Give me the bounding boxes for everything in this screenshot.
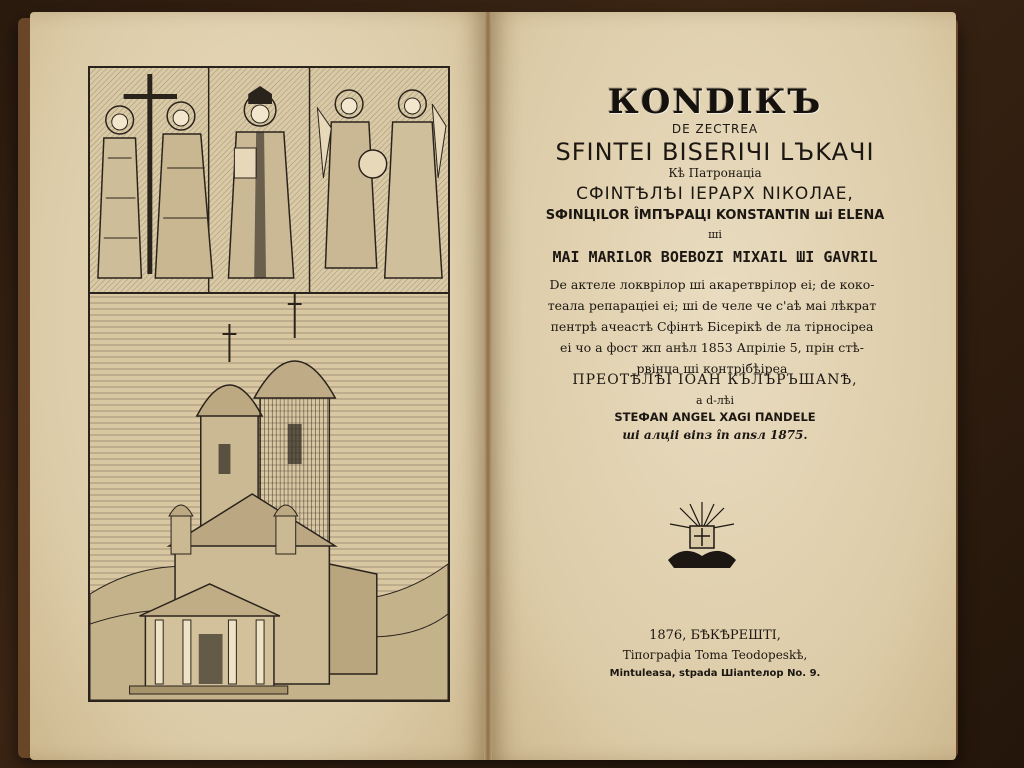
body-line: De актеле локврілор ші акаретврілор еі; de коко- xyxy=(549,277,875,292)
text-stefan-angel: STEФAN ANGEL XAGI ПANDELE xyxy=(614,410,816,424)
church-engraving-icon xyxy=(90,294,448,700)
text-a-dlui: а d-лѣі xyxy=(696,394,734,407)
body-line: пентрѣ ачеастѣ Сфінтѣ Бісерікѣ de ла тірносіреа xyxy=(550,319,874,334)
body-line: еі чо а фост жп анѣл 1853 Апріліе 5, прін стѣ- xyxy=(560,340,864,355)
saints-engraving-icon xyxy=(90,68,448,294)
title-church-name: SFINTEI BISERIЧI LЪKAЧI xyxy=(555,138,875,166)
engraving-frame xyxy=(88,66,450,702)
text-priest-name: ПРЕОТѢЛѢІ ІОАН КЪЛЪРЪШАNѢ, xyxy=(572,372,858,388)
text-mihail-gavril: MAI MARILOR BOEBOZI MIXAIL ШI GAVRIL xyxy=(552,248,878,266)
text-konstantin-elena: SФINЦILOR ÎMПЪРАЦІ KONSTANTIN ші ELENA xyxy=(545,208,885,223)
text-alcii-1875: ші алціі віnз în anѕл 1875. xyxy=(622,428,808,442)
text-saint-nikolae: СФІNТѢЛѢІ ІЕРАРХ NIКОЛАЕ, xyxy=(576,184,854,204)
text-patronacia: Кѣ Патронаціа xyxy=(668,166,762,180)
book-gutter xyxy=(484,12,492,760)
title-kondik: КОNDIКЪ xyxy=(607,82,823,122)
text-printer: Тіпографіа Toma Teodopeskѣ, xyxy=(622,648,808,662)
printer-ornament-icon xyxy=(664,500,740,572)
body-line: теала репараціеі еі; ші de челе че с'аѣ маі лѣкрат xyxy=(547,298,877,313)
text-year-city: 1876, БѢКѢРЕШТІ, xyxy=(649,628,781,643)
subtitle-de-zestrea: DE ZECTREA xyxy=(671,122,759,136)
text-shi: ші xyxy=(708,228,722,241)
text-address: Mintuleasa, stpada Шianteлop No. 9. xyxy=(609,668,821,679)
body-paragraph xyxy=(532,274,892,379)
body-line: рвінца ші контрібѣіреа xyxy=(636,361,788,376)
